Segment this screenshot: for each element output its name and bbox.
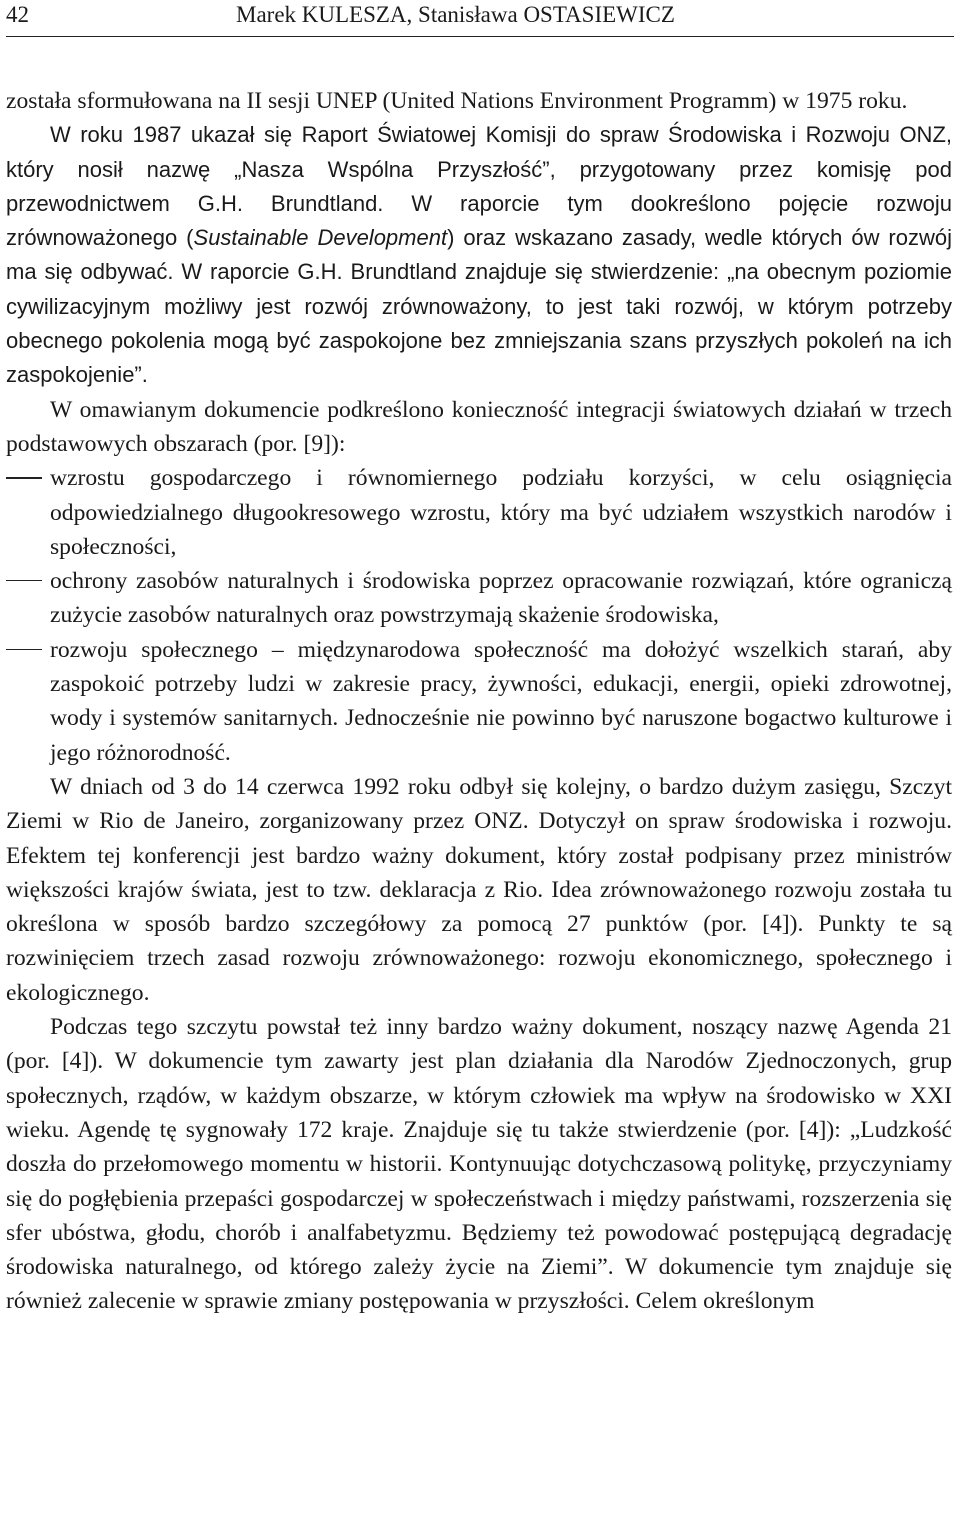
paragraph-5: Podczas tego szczytu powstał też inny bardzo ważny dokument, noszący nazwę Agenda 21 (por. [4]). W dokumencie tym zawarty jest plan działania dla Narodów Zjednoczonych, grup społecznych, rządów, w każdym obszarze, w którym człowiek ma wpływ na środowisko w XXI wieku. Agendę tę sygnowały 172 kraje. Znajduje się tu także stwierdzenie (por. [4]): „Ludzkość doszła do przełomowego momentu w historii. Kontynuując dotychczasową politykę, przyczyniamy się do pogłębienia przepaści gospodarczej w społeczeństwach i między państwami, rozszerzenia się sfer ubóstwa, głodu, chorób i analfabetyzmu. Będziemy też powodować postępującą degradację środowiska naturalnego, od którego zależy życie na Ziemi”. W dokumencie tym znajduje się również zalecenie w sprawie zmiany postępowania w przyszłości. Celem określonym: [6, 1014, 952, 1315]
paragraph-4: W dniach od 3 do 14 czerwca 1992 roku odbył się kolejny, o bardzo dużym zasięgu, Szczyt Ziemi w Rio de Janeiro, zorganizowany przez ONZ. Dotyczył on spraw środowiska i rozwoju. Efektem tej konferencji jest bardzo ważny dokument, który został podpisany przez ministrów większości krajów świata, jest to tzw. deklaracja z Rio. Idea zrównoważonego rozwoju została tu określona w sposób bardzo szczegółowy za pomocą 27 punktów (por. [4]). Punkty te są rozwinięciem trzech zasad rozwoju zrównoważonego: rozwoju ekonomicznego, społecznego i ekologicznego.: [6, 773, 952, 1006]
running-head-authors: Marek KULESZA, Stanisława OSTASIEWICZ: [236, 2, 675, 27]
paragraph-1: została sformułowana na II sesji UNEP (United Nations Environment Programm) w 1975 roku.: [6, 88, 908, 114]
paragraph-2: [6, 118, 952, 392]
list-item-text: wzrostu gospodarczego i równomiernego podziału korzyści, w celu osiągnięcia odpowiedzialnego długookresowego wzrostu, który ma być udziałem wszystkich narodów i społeczności,: [50, 465, 952, 560]
paragraph-2-start: W roku 1987 ukazał się Raport Światowej Komisji do spraw Środowiska i Rozwoju ONZ, który nosił nazwę „Nasza Wspólna Przyszłość”, przygotowany przez komisję pod przewodnictwem G.H. Brundtland. W raporcie tym dookreślono pojęcie rozwoju zrównoważonego (: [6, 122, 952, 251]
page-header: [6, 0, 954, 37]
paragraph-2-italic-term: Sustainable Development: [193, 225, 448, 251]
dash-bullet-icon: [6, 580, 42, 581]
paragraph-3: W omawianym dokumencie podkreślono konieczność integracji światowych działań w trzech podstawowych obszarach (por. [9]):: [6, 396, 952, 457]
paragraph-2-end: ) oraz wskazano zasady, wedle których ów rozwój ma się odbywać. W raporcie G.H. Brundtland znajduje się stwierdzenie: „na obecnym poziomie cywilizacyjnym możliwy jest rozwój zrównoważony, to jest taki rozwój, w którym potrzeby obecnego pokolenia mogą być zaspokojone bez zmniejszania szans przyszłych pokoleń na ich zaspokojenie”.: [6, 225, 952, 388]
dash-bullet-icon: [6, 649, 42, 650]
list-item: [6, 461, 952, 564]
body-text: [6, 84, 952, 1319]
list-item-text: rozwoju społecznego – międzynarodowa społeczność ma dołożyć wszelkich starań, aby zaspokoić potrzeby ludzi w zakresie pracy, żywności, edukacji, energii, opieki zdrowotnej, wody i systemów sanitarnych. Jednocześnie nie powinno być naruszone bogactwo kulturowe i jego różnorodność.: [50, 636, 952, 766]
bullet-list: [6, 461, 952, 770]
list-item: [6, 633, 952, 770]
list-item: [6, 564, 952, 633]
page-number: 42: [6, 2, 29, 27]
list-item-text: ochrony zasobów naturalnych i środowiska poprzez opracowanie rozwiązań, które ograniczą zużycie zasobów naturalnych oraz powstrzymają skażenie środowiska,: [50, 568, 952, 629]
dash-bullet-icon: [6, 477, 42, 478]
